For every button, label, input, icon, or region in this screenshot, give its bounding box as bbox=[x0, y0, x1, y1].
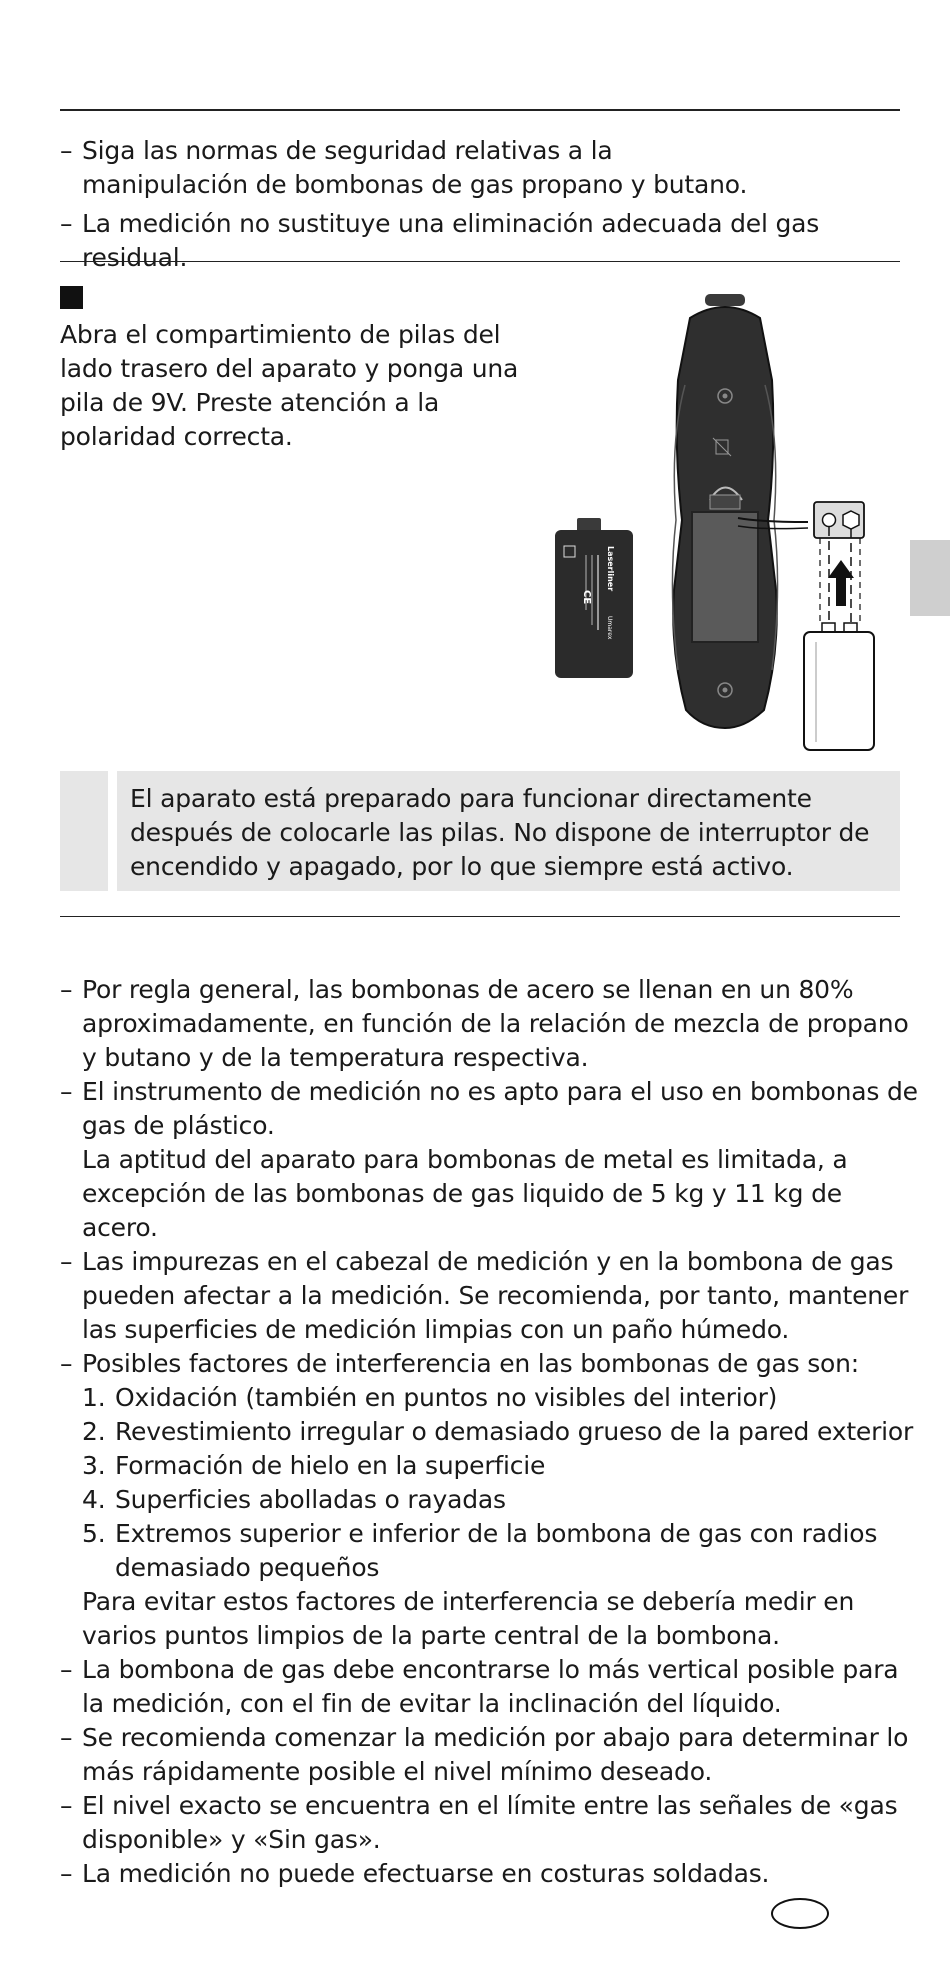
dash: – bbox=[60, 209, 73, 238]
top-bullet-1 bbox=[60, 134, 760, 202]
chapter-tab bbox=[910, 540, 950, 616]
section-rule-1 bbox=[60, 261, 900, 262]
list-item bbox=[60, 1857, 920, 1891]
dash: – bbox=[60, 1723, 73, 1752]
numbered-item-text: Revestimiento irregular o demasiado grueso de la pared exterior bbox=[115, 1417, 914, 1446]
list-item bbox=[60, 1789, 920, 1857]
dash: – bbox=[60, 1349, 73, 1378]
note-text: El aparato está preparado para funcionar directamente después de colocarle las pilas. No dispone de interruptor de encendido y apagado, por lo que siempre está activo. bbox=[130, 784, 870, 881]
numbered-item bbox=[60, 1483, 920, 1517]
list-item bbox=[60, 973, 920, 1075]
numbered-item bbox=[60, 1449, 920, 1483]
continuation-paragraph: La aptitud del aparato para bombonas de metal es limitada, a excepción de las bombonas de gas liquido de 5 kg y 11 kg de acero. bbox=[82, 1145, 848, 1242]
dash: – bbox=[60, 1077, 73, 1106]
battery-instruction: Abra el compartimiento de pilas del lado trasero del aparato y ponga una pila de 9V. Preste atención a la polaridad correcta. bbox=[60, 320, 519, 451]
top-bullet-2-text: La medición no sustituye una eliminación adecuada del gas residual. bbox=[82, 209, 820, 272]
item-number: 5. bbox=[82, 1519, 106, 1548]
item-number: 4. bbox=[82, 1485, 106, 1514]
list-item-text: Posibles factores de interferencia en las bombonas de gas son: bbox=[82, 1349, 859, 1378]
battery-cover-ce: CE bbox=[581, 590, 592, 605]
measurement-notes-list bbox=[60, 973, 920, 1891]
item-number: 2. bbox=[82, 1417, 106, 1446]
dash: – bbox=[60, 136, 73, 165]
top-bullet-2 bbox=[60, 207, 930, 275]
list-item bbox=[60, 1245, 920, 1347]
battery-installation-illustration bbox=[550, 290, 905, 760]
battery-cover-label: Laserliner bbox=[606, 546, 615, 592]
numbered-item bbox=[60, 1415, 920, 1449]
dash: – bbox=[60, 1247, 73, 1276]
dash: – bbox=[60, 1859, 73, 1888]
list-item-text: El nivel exacto se encuentra en el límite entre las señales de «gas disponible» y «Sin gas». bbox=[82, 1791, 898, 1854]
list-item-text: Se recomienda comenzar la medición por abajo para determinar lo más rápidamente posible el nivel mínimo deseado. bbox=[82, 1723, 909, 1786]
gas-detector-device bbox=[672, 294, 808, 728]
item-number: 3. bbox=[82, 1451, 106, 1480]
list-item bbox=[60, 1721, 920, 1789]
numbered-item-text: Oxidación (también en puntos no visibles del interior) bbox=[115, 1383, 778, 1412]
insert-arrow bbox=[828, 560, 854, 606]
numbered-item-text: Superficies abolladas o rayadas bbox=[115, 1485, 506, 1514]
note-box-tab bbox=[60, 771, 108, 891]
top-bullet-1-text: Siga las normas de seguridad relativas a la manipulación de bombonas de gas propano y butano. bbox=[82, 136, 748, 199]
item-number: 1. bbox=[82, 1383, 106, 1412]
section-rule-2 bbox=[60, 916, 900, 917]
9v-battery bbox=[804, 623, 874, 750]
battery-cover-brand: Umarex bbox=[606, 616, 613, 640]
section-marker-square bbox=[60, 286, 83, 309]
list-item-text: El instrumento de medición no es apto para el uso en bombonas de gas de plástico. bbox=[82, 1077, 918, 1140]
continuation-paragraph: Para evitar estos factores de interferencia se debería medir en varios puntos limpios de la parte central de la bombona. bbox=[82, 1587, 855, 1650]
numbered-item-text: Extremos superior e inferior de la bombona de gas con radios demasiado pequeños bbox=[115, 1519, 878, 1582]
numbered-item bbox=[60, 1381, 920, 1415]
list-item-text: Por regla general, las bombonas de acero se llenan en un 80% aproximadamente, en función de la relación de mezcla de propano y butano y de la temperatura respectiva. bbox=[82, 975, 909, 1072]
list-item bbox=[60, 1075, 920, 1143]
page-number-oval bbox=[771, 1898, 829, 1929]
list-item-text: La bombona de gas debe encontrarse lo más vertical posible para la medición, con el fin de evitar la inclinación del líquido. bbox=[82, 1655, 899, 1718]
numbered-item bbox=[60, 1517, 920, 1585]
battery-cover bbox=[555, 518, 633, 678]
dash: – bbox=[60, 975, 73, 1004]
dash: – bbox=[60, 1791, 73, 1820]
list-item bbox=[60, 1653, 920, 1721]
list-item-text: La medición no puede efectuarse en costuras soldadas. bbox=[82, 1859, 770, 1888]
top-rule bbox=[60, 109, 900, 111]
numbered-item-text: Formación de hielo en la superficie bbox=[115, 1451, 546, 1480]
list-item bbox=[60, 1347, 920, 1381]
dash: – bbox=[60, 1655, 73, 1684]
list-item-text: Las impurezas en el cabezal de medición y en la bombona de gas pueden afectar a la medición. Se recomienda, por tanto, mantener las superficies de medición limpias con un paño húmedo. bbox=[82, 1247, 909, 1344]
